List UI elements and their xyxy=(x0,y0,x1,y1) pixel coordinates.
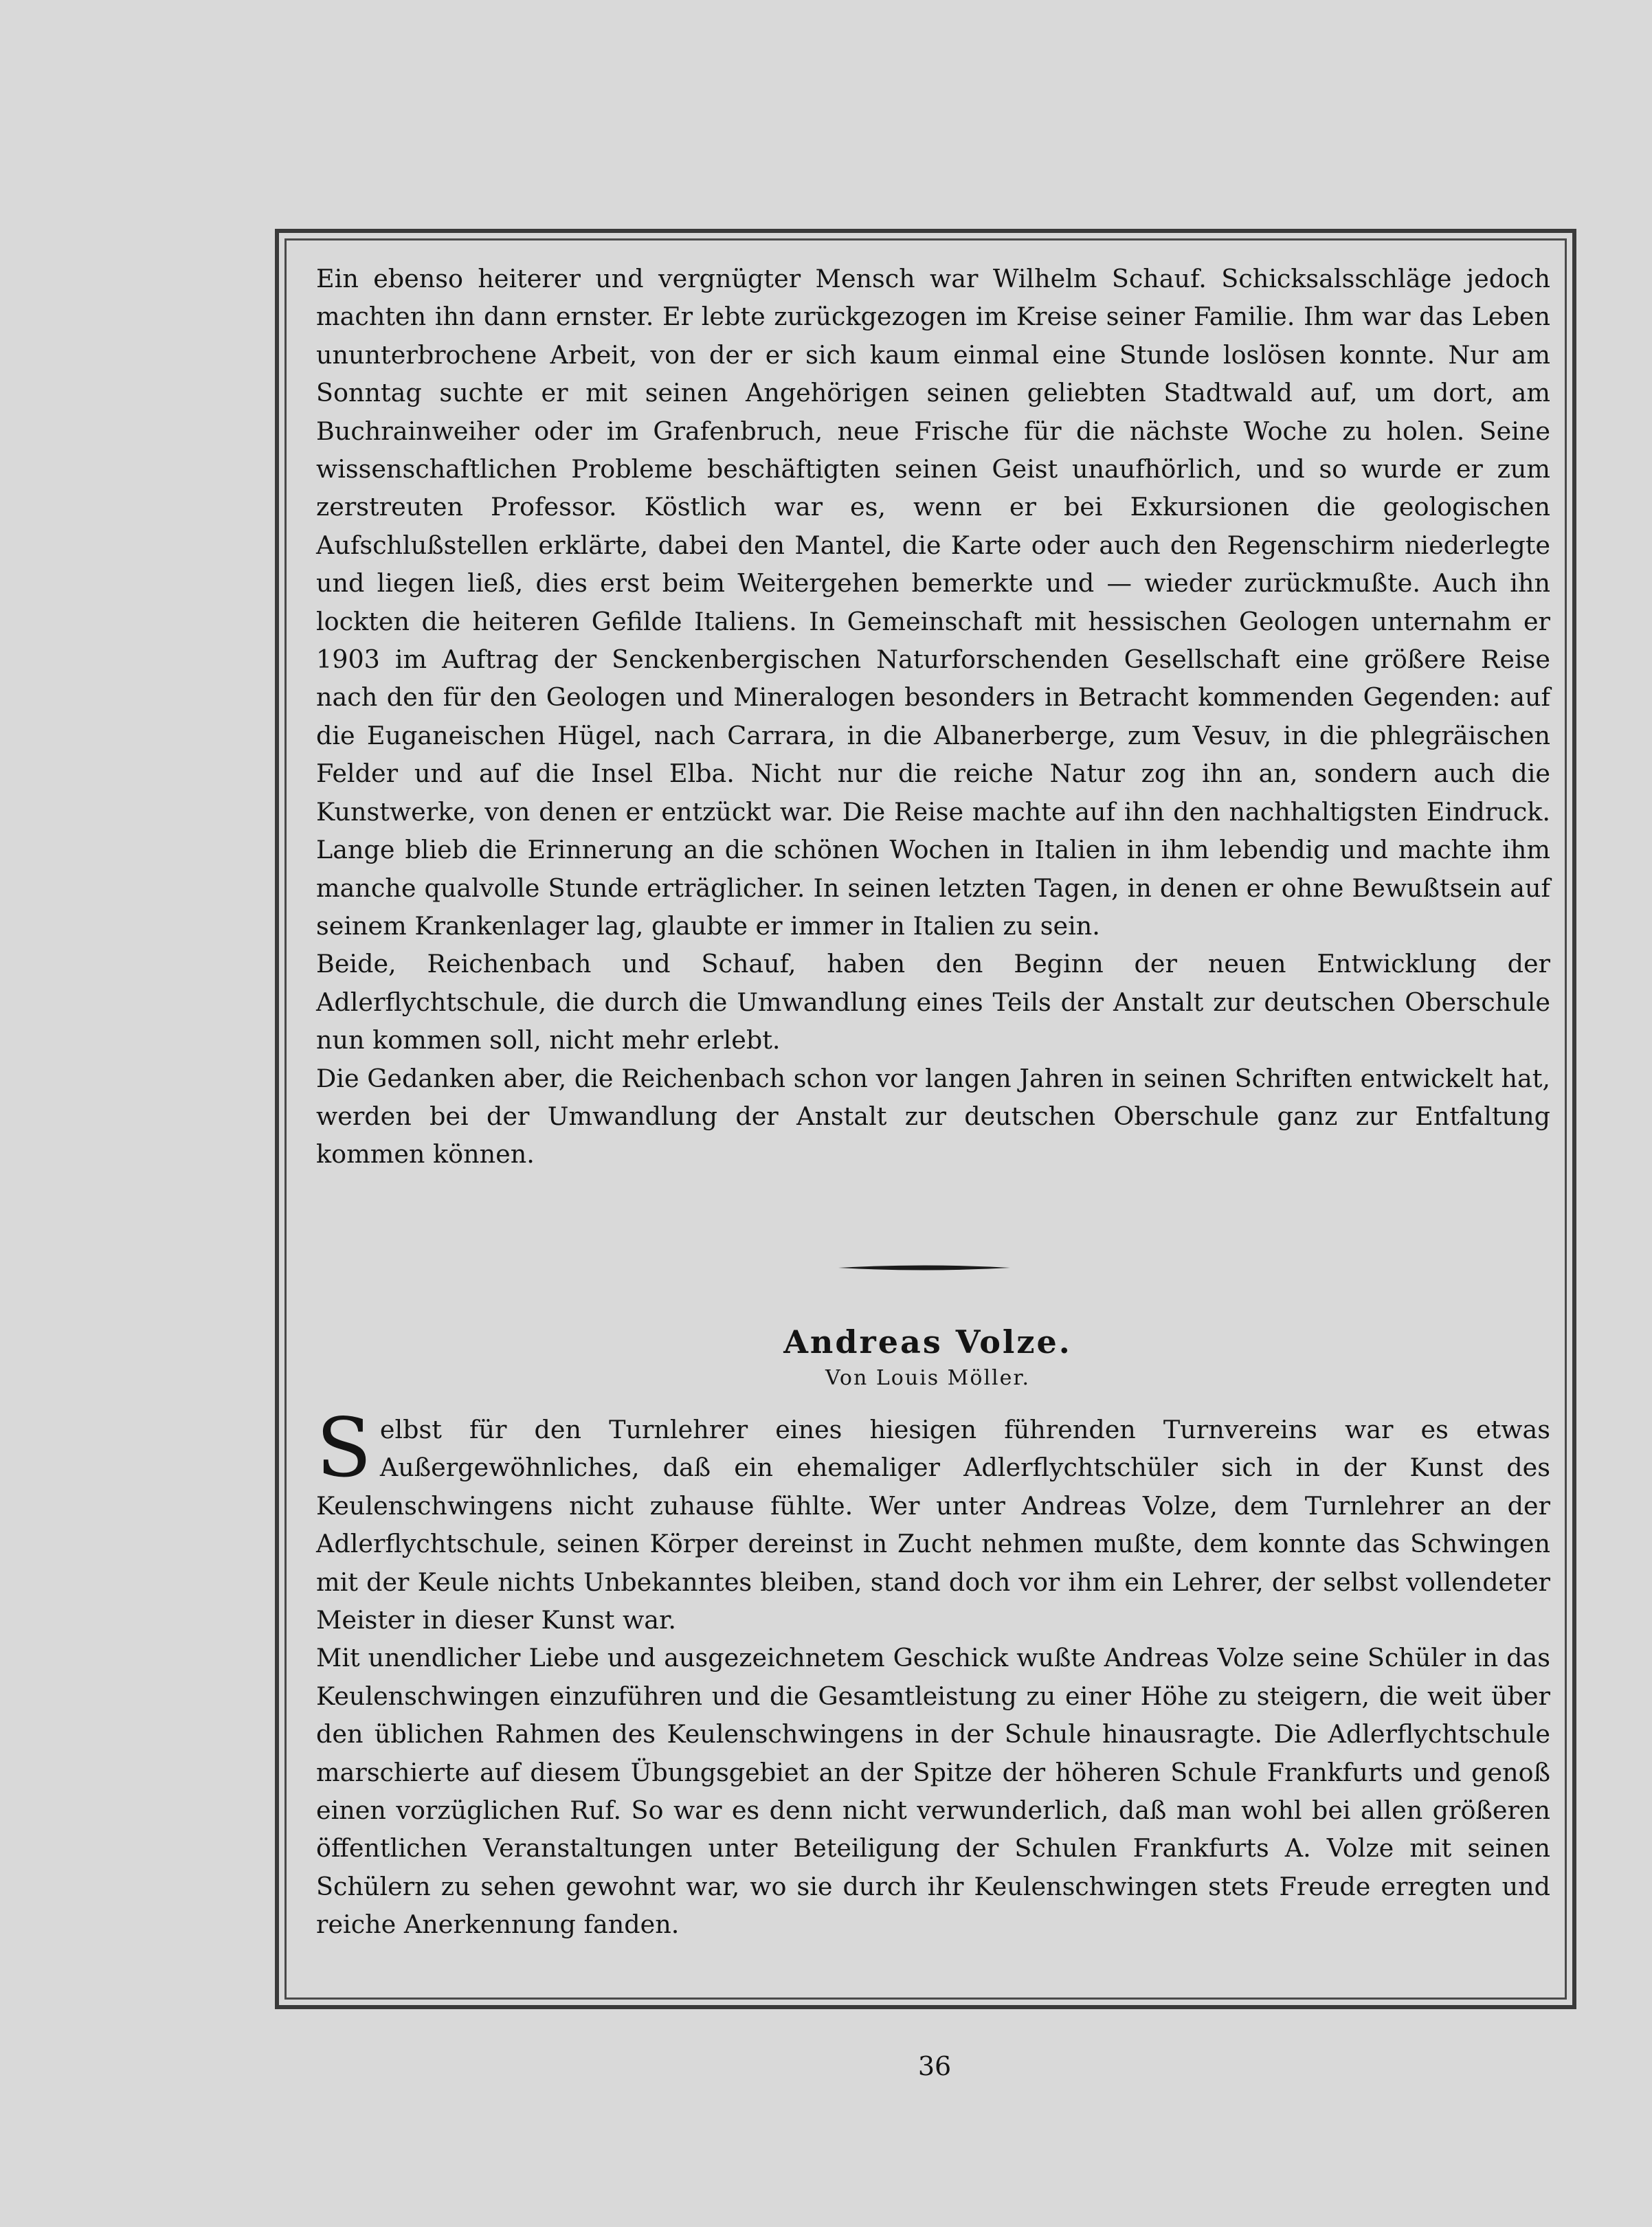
article-byline: Von Louis Möller. xyxy=(825,1366,1030,1390)
paragraph-volze-intro-text: elbst für den Turnlehrer eines hiesigen führenden Turnvereins war es etwas Außergewöhnliches, daß ein ehemaliger Adlerflychtschüler sich in der Kunst des Keulenschwingens nicht zuhause fühlte. Wer unter Andreas Volze, dem Turnlehrer an der Adlerflychtschule, seinen Körper dereinst in Zucht nehmen mußte, dem konnte das Schwingen mit der Keule nichts Unbekanntes bleiben, stand doch vor ihm ein Lehrer, der selbst vollendeter Meister in dieser Kunst war. xyxy=(316,1415,1550,1635)
page-number: 36 xyxy=(917,2051,952,2081)
paragraph-schauf: Ein ebenso heiterer und vergnügter Mensch war Wilhelm Schauf. Schicksalsschläge jedoch machten ihn dann ernster. Er lebte zurückgezogen im Kreise seiner Familie. Ihm war das Leben ununterbrochene Arbeit, von der er sich kaum einmal eine Stunde loslösen konnte. Nur am Sonntag suchte er mit seinen Angehörigen seinen geliebten Stadtwald auf, um dort, am Buchrainweiher oder im Grafenbruch, neue Frische für die nächste Woche zu holen. Seine wissenschaftlichen Probleme beschäftigten seinen Geist unaufhörlich, und so wurde er zum zerstreuten Professor. Köstlich war es, wenn er bei Exkursionen die geologischen Aufschlußstellen erklärte, dabei den Mantel, die Karte oder auch den Regenschirm niederlegte und liegen ließ, dies erst beim Weitergehen bemerkte und — wieder zurückmußte. Auch ihn lockten die heiteren Gefilde Italiens. In Gemeinschaft mit hessischen Geologen unternahm er 1903 im Auftrag der Senckenbergischen Naturforschenden Gesellschaft eine größere Reise nach den für den Geologen und Mineralogen besonders in Betracht kommenden Gegenden: auf die Euganeischen Hügel, nach Carrara, in die Albanerberge, zum Vesuv, in die phlegräischen Felder und auf die Insel Elba. Nicht nur die reiche Natur zog ihn an, sondern auch die Kunstwerke, von denen er entzückt war. Die Reise machte auf ihn den nachhaltigsten Eindruck. Lange blieb die Erinnerung an die schönen Wochen in Italien in ihm lebendig und machte ihm manche qualvolle Stunde erträglicher. In seinen letzten Tagen, in denen er ohne Bewußtsein auf seinem Krankenlager lag, glaubte er immer in Italien zu sein. xyxy=(316,264,1550,941)
paragraph-volze-keulen: Mit unendlicher Liebe und ausgezeichnetem Geschick wußte Andreas Volze seine Schüler in das Keulenschwingen einzuführen und die Gesamtleistung zu einer Höhe zu steigern, die weit über den üblichen Rahmen des Keulenschwingens in der Schule hinausragte. Die Adlerflychtschule marschierte auf diesem Übungsgebiet an der Spitze der höheren Schule Frankfurts und genoß einen vorzüglichen Ruf. So war es denn nicht verwunderlich, daß man wohl bei allen größeren öffentlichen Veranstaltungen unter Beteiligung der Schulen Frankfurts A. Volze mit seinen Schülern zu sehen gewohnt war, wo sie durch ihr Keulenschwingen stets Freude erregten und reiche Anerkennung fanden. xyxy=(316,1643,1550,1940)
paragraph-umwandlung: Beide, Reichenbach und Schauf, haben den Beginn der neuen Entwicklung der Adlerflychtschule, die durch die Umwandlung eines Teils der Anstalt zur deutschen Oberschule nun kommen soll, nicht mehr erlebt. xyxy=(316,949,1550,1055)
section-divider xyxy=(838,1264,1010,1271)
article-heading: Andreas Volze. xyxy=(783,1323,1072,1361)
section-volze xyxy=(316,1400,1550,1944)
paragraph-volze-intro xyxy=(316,1400,1550,1639)
paragraph-gedanken: Die Gedanken aber, die Reichenbach schon vor langen Jahren in seinen Schriften entwickelt hat, werden bei der Umwandlung der Anstalt zur deutschen Oberschule ganz zur Entfaltung kommen können. xyxy=(316,1063,1550,1170)
drop-cap: S xyxy=(316,1400,372,1495)
